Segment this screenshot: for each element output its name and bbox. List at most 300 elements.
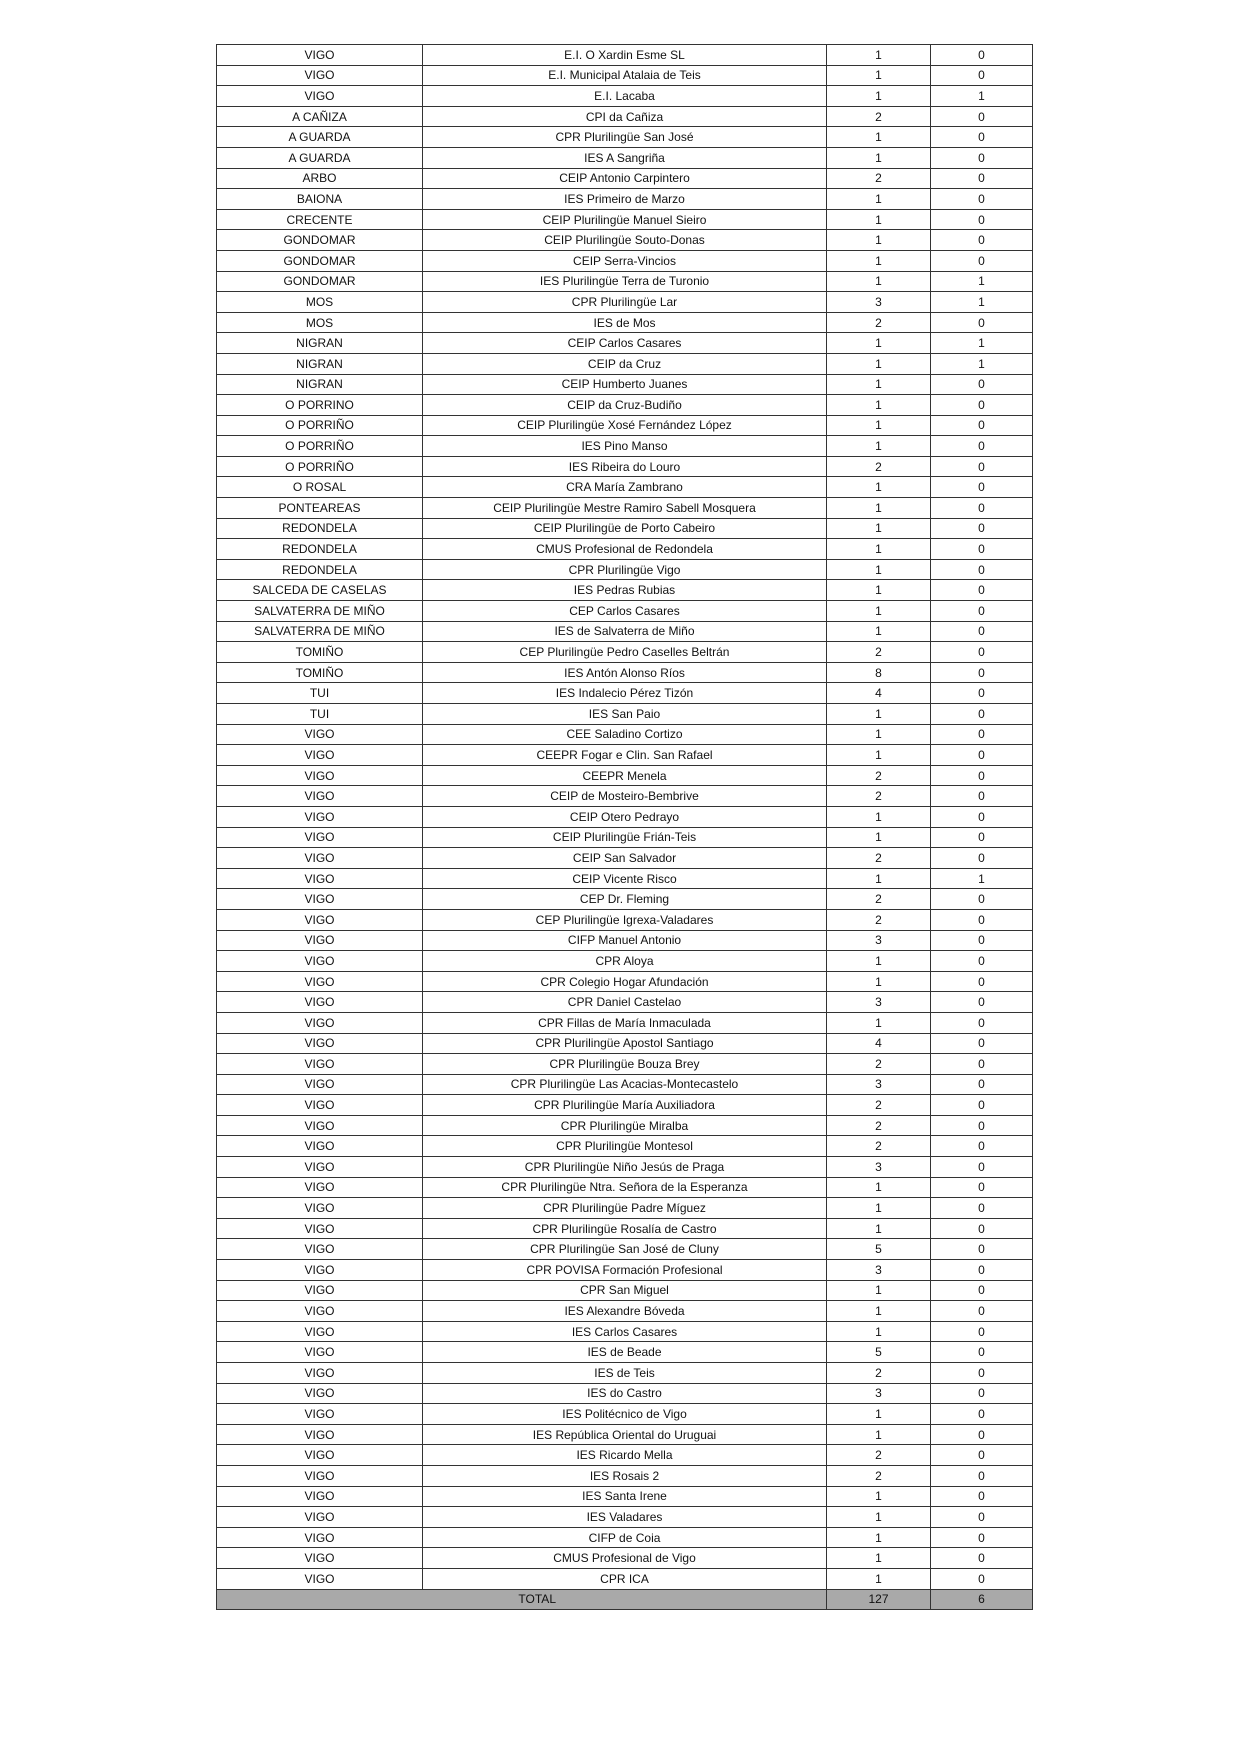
cell-center: IES de Mos [423, 312, 827, 333]
table-row [217, 683, 1033, 704]
cell-v1: 4 [827, 683, 931, 704]
cell-municipality: VIGO [217, 765, 423, 786]
cell-v1: 1 [827, 704, 931, 725]
cell-center: CPR Plurilingüe Niño Jesús de Praga [423, 1157, 827, 1178]
cell-center: CPR ICA [423, 1568, 827, 1589]
cell-municipality: VIGO [217, 1095, 423, 1116]
table-row [217, 1218, 1033, 1239]
table-row [217, 1301, 1033, 1322]
cell-v2: 0 [931, 1136, 1033, 1157]
cell-v2: 0 [931, 436, 1033, 457]
cell-v1: 1 [827, 518, 931, 539]
cell-v2: 0 [931, 1115, 1033, 1136]
cell-v1: 2 [827, 848, 931, 869]
cell-v1: 2 [827, 909, 931, 930]
cell-municipality: VIGO [217, 1527, 423, 1548]
cell-center: IES de Salvaterra de Miño [423, 621, 827, 642]
cell-center: CEIP Antonio Carpintero [423, 168, 827, 189]
total-label: TOTAL [217, 1589, 827, 1609]
cell-municipality: O PORRINO [217, 395, 423, 416]
cell-municipality: VIGO [217, 1507, 423, 1528]
cell-center: CEEPR Menela [423, 765, 827, 786]
cell-center: IES do Castro [423, 1383, 827, 1404]
cell-municipality: REDONDELA [217, 518, 423, 539]
cell-center: IES Indalecio Pérez Tizón [423, 683, 827, 704]
cell-center: CPR Plurilingüe Apostol Santiago [423, 1033, 827, 1054]
table-row [217, 621, 1033, 642]
cell-v1: 1 [827, 806, 931, 827]
cell-v1: 1 [827, 1012, 931, 1033]
table-row [217, 127, 1033, 148]
cell-v2: 0 [931, 518, 1033, 539]
table-row [217, 951, 1033, 972]
total-value-2: 6 [931, 1589, 1033, 1609]
cell-v1: 1 [827, 127, 931, 148]
cell-v1: 1 [827, 1424, 931, 1445]
cell-municipality: A GUARDA [217, 147, 423, 168]
cell-v2: 0 [931, 415, 1033, 436]
cell-municipality: VIGO [217, 724, 423, 745]
cell-v2: 0 [931, 539, 1033, 560]
cell-v2: 0 [931, 1548, 1033, 1569]
cell-v1: 2 [827, 642, 931, 663]
cell-center: CMUS Profesional de Vigo [423, 1548, 827, 1569]
table-row [217, 1260, 1033, 1281]
table-body [217, 45, 1033, 1590]
cell-center: CEIP Serra-Vincios [423, 250, 827, 271]
cell-v2: 0 [931, 1404, 1033, 1425]
cell-center: CEIP Plurilingüe Manuel Sieiro [423, 209, 827, 230]
table-row [217, 1527, 1033, 1548]
cell-v2: 0 [931, 971, 1033, 992]
table-row [217, 580, 1033, 601]
cell-municipality: VIGO [217, 745, 423, 766]
table-row [217, 642, 1033, 663]
cell-municipality: VIGO [217, 1404, 423, 1425]
table-row [217, 930, 1033, 951]
cell-v2: 1 [931, 868, 1033, 889]
cell-v2: 0 [931, 683, 1033, 704]
cell-v2: 0 [931, 621, 1033, 642]
cell-center: CPR Plurilingüe Rosalía de Castro [423, 1218, 827, 1239]
cell-center: IES Pedras Rubias [423, 580, 827, 601]
table-row [217, 765, 1033, 786]
cell-center: CPR Colegio Hogar Afundación [423, 971, 827, 992]
cell-v1: 1 [827, 436, 931, 457]
cell-v2: 0 [931, 992, 1033, 1013]
cell-municipality: VIGO [217, 1074, 423, 1095]
cell-municipality: O PORRIÑO [217, 456, 423, 477]
table-row [217, 230, 1033, 251]
cell-municipality: SALVATERRA DE MIÑO [217, 621, 423, 642]
cell-municipality: VIGO [217, 1568, 423, 1589]
cell-v1: 1 [827, 971, 931, 992]
table-row [217, 992, 1033, 1013]
table-row [217, 1507, 1033, 1528]
cell-v2: 0 [931, 477, 1033, 498]
cell-center: CPR Plurilingüe Ntra. Señora de la Esperanza [423, 1177, 827, 1198]
cell-municipality: VIGO [217, 1115, 423, 1136]
table-row [217, 1486, 1033, 1507]
cell-v2: 0 [931, 147, 1033, 168]
table-row [217, 477, 1033, 498]
cell-municipality: NIGRAN [217, 333, 423, 354]
cell-municipality: VIGO [217, 827, 423, 848]
cell-v2: 0 [931, 1218, 1033, 1239]
cell-municipality: GONDOMAR [217, 230, 423, 251]
cell-center: CIFP Manuel Antonio [423, 930, 827, 951]
cell-v1: 1 [827, 353, 931, 374]
cell-municipality: VIGO [217, 1486, 423, 1507]
cell-center: CPR Plurilingüe Bouza Brey [423, 1054, 827, 1075]
cell-v1: 1 [827, 45, 931, 66]
cell-v2: 0 [931, 65, 1033, 86]
cell-municipality: MOS [217, 312, 423, 333]
cell-municipality: VIGO [217, 1239, 423, 1260]
cell-v2: 0 [931, 1177, 1033, 1198]
cell-municipality: VIGO [217, 868, 423, 889]
cell-center: CEP Plurilingüe Pedro Caselles Beltrán [423, 642, 827, 663]
centers-table [216, 44, 1033, 1610]
cell-municipality: O PORRIÑO [217, 436, 423, 457]
cell-center: CRA María Zambrano [423, 477, 827, 498]
cell-municipality: VIGO [217, 992, 423, 1013]
table-row [217, 1465, 1033, 1486]
cell-v1: 1 [827, 601, 931, 622]
cell-municipality: MOS [217, 292, 423, 313]
table-row [217, 1033, 1033, 1054]
table-row [217, 1136, 1033, 1157]
cell-center: CPR Plurilingüe San José [423, 127, 827, 148]
table-row [217, 1383, 1033, 1404]
cell-v2: 0 [931, 456, 1033, 477]
cell-v2: 0 [931, 1342, 1033, 1363]
cell-v1: 1 [827, 1507, 931, 1528]
cell-v2: 0 [931, 230, 1033, 251]
cell-municipality: VIGO [217, 1363, 423, 1384]
table-row [217, 518, 1033, 539]
table-row [217, 271, 1033, 292]
cell-v1: 1 [827, 1177, 931, 1198]
table-row [217, 1424, 1033, 1445]
cell-v2: 0 [931, 1568, 1033, 1589]
cell-v1: 1 [827, 1280, 931, 1301]
table-row [217, 456, 1033, 477]
cell-center: E.I. O Xardin Esme SL [423, 45, 827, 66]
table-row [217, 1198, 1033, 1219]
table-row [217, 1157, 1033, 1178]
table-row [217, 1363, 1033, 1384]
table-row [217, 86, 1033, 107]
cell-v2: 0 [931, 374, 1033, 395]
cell-v1: 1 [827, 1404, 931, 1425]
table-row [217, 1404, 1033, 1425]
cell-v2: 0 [931, 1095, 1033, 1116]
table-row [217, 1548, 1033, 1569]
cell-municipality: VIGO [217, 86, 423, 107]
table-row [217, 909, 1033, 930]
cell-v1: 1 [827, 559, 931, 580]
cell-v2: 0 [931, 1157, 1033, 1178]
table-row [217, 786, 1033, 807]
total-value-1: 127 [827, 1589, 931, 1609]
cell-v1: 1 [827, 745, 931, 766]
table-row [217, 889, 1033, 910]
table-row [217, 704, 1033, 725]
cell-municipality: VIGO [217, 1198, 423, 1219]
cell-center: IES Alexandre Bóveda [423, 1301, 827, 1322]
cell-v1: 2 [827, 312, 931, 333]
cell-center: CEIP da Cruz [423, 353, 827, 374]
cell-municipality: VIGO [217, 971, 423, 992]
cell-v2: 0 [931, 395, 1033, 416]
cell-v2: 0 [931, 312, 1033, 333]
cell-v2: 0 [931, 1383, 1033, 1404]
cell-v2: 0 [931, 745, 1033, 766]
cell-municipality: VIGO [217, 1445, 423, 1466]
cell-v1: 1 [827, 539, 931, 560]
cell-v2: 0 [931, 106, 1033, 127]
table-row [217, 1115, 1033, 1136]
cell-v2: 0 [931, 1012, 1033, 1033]
table-row [217, 292, 1033, 313]
table-row [217, 353, 1033, 374]
cell-center: IES de Teis [423, 1363, 827, 1384]
cell-v1: 3 [827, 1074, 931, 1095]
cell-v2: 0 [931, 250, 1033, 271]
cell-v1: 1 [827, 395, 931, 416]
cell-municipality: VIGO [217, 1218, 423, 1239]
cell-v1: 2 [827, 786, 931, 807]
cell-center: CEP Carlos Casares [423, 601, 827, 622]
cell-v2: 0 [931, 1424, 1033, 1445]
table-row [217, 848, 1033, 869]
table-row [217, 106, 1033, 127]
table-row [217, 827, 1033, 848]
cell-v2: 0 [931, 662, 1033, 683]
table-row [217, 1280, 1033, 1301]
cell-center: CEIP San Salvador [423, 848, 827, 869]
table-row [217, 662, 1033, 683]
cell-v1: 2 [827, 765, 931, 786]
cell-v2: 0 [931, 909, 1033, 930]
cell-center: CEIP Carlos Casares [423, 333, 827, 354]
table-row [217, 724, 1033, 745]
cell-v1: 1 [827, 1527, 931, 1548]
cell-v2: 0 [931, 1198, 1033, 1219]
cell-v1: 1 [827, 621, 931, 642]
cell-municipality: SALCEDA DE CASELAS [217, 580, 423, 601]
cell-center: IES Valadares [423, 1507, 827, 1528]
cell-center: CEIP Plurilingüe de Porto Cabeiro [423, 518, 827, 539]
cell-municipality: VIGO [217, 786, 423, 807]
table-row [217, 45, 1033, 66]
table-row [217, 147, 1033, 168]
cell-municipality: A GUARDA [217, 127, 423, 148]
table-row [217, 1074, 1033, 1095]
cell-v1: 3 [827, 1260, 931, 1281]
cell-v1: 1 [827, 271, 931, 292]
cell-municipality: VIGO [217, 65, 423, 86]
cell-municipality: VIGO [217, 1033, 423, 1054]
cell-v1: 2 [827, 1095, 931, 1116]
cell-municipality: NIGRAN [217, 353, 423, 374]
cell-municipality: O PORRIÑO [217, 415, 423, 436]
cell-v1: 3 [827, 1383, 931, 1404]
cell-center: IES Primeiro de Marzo [423, 189, 827, 210]
cell-center: CPI da Cañiza [423, 106, 827, 127]
cell-v1: 1 [827, 1548, 931, 1569]
table-row [217, 189, 1033, 210]
cell-center: CEEPR Fogar e Clin. San Rafael [423, 745, 827, 766]
cell-municipality: VIGO [217, 1157, 423, 1178]
cell-municipality: VIGO [217, 45, 423, 66]
cell-center: IES de Beade [423, 1342, 827, 1363]
cell-center: CEIP Humberto Juanes [423, 374, 827, 395]
table-row [217, 415, 1033, 436]
table-row [217, 971, 1033, 992]
cell-center: CPR Plurilingüe San José de Cluny [423, 1239, 827, 1260]
cell-center: CEIP Plurilingüe Xosé Fernández López [423, 415, 827, 436]
cell-v2: 0 [931, 889, 1033, 910]
cell-municipality: VIGO [217, 1424, 423, 1445]
cell-municipality: VIGO [217, 1012, 423, 1033]
cell-v2: 0 [931, 1280, 1033, 1301]
cell-v2: 0 [931, 601, 1033, 622]
cell-v1: 2 [827, 106, 931, 127]
cell-municipality: VIGO [217, 1465, 423, 1486]
cell-v2: 0 [931, 806, 1033, 827]
cell-v2: 0 [931, 168, 1033, 189]
table-row [217, 868, 1033, 889]
cell-v2: 1 [931, 353, 1033, 374]
cell-v1: 2 [827, 1136, 931, 1157]
cell-center: CEIP Otero Pedrayo [423, 806, 827, 827]
cell-v2: 0 [931, 704, 1033, 725]
cell-municipality: TUI [217, 704, 423, 725]
cell-center: IES Rosais 2 [423, 1465, 827, 1486]
table-row [217, 250, 1033, 271]
cell-v2: 0 [931, 559, 1033, 580]
cell-v1: 1 [827, 951, 931, 972]
cell-municipality: VIGO [217, 1260, 423, 1281]
cell-v1: 3 [827, 992, 931, 1013]
cell-municipality: NIGRAN [217, 374, 423, 395]
cell-v1: 2 [827, 1465, 931, 1486]
cell-center: CEIP Plurilingüe Mestre Ramiro Sabell Mosquera [423, 498, 827, 519]
cell-v2: 1 [931, 333, 1033, 354]
table-row [217, 1568, 1033, 1589]
cell-municipality: VIGO [217, 889, 423, 910]
cell-center: CEIP de Mosteiro-Bembrive [423, 786, 827, 807]
table-row [217, 539, 1033, 560]
cell-v2: 0 [931, 498, 1033, 519]
table-row [217, 1239, 1033, 1260]
cell-v2: 0 [931, 1486, 1033, 1507]
cell-municipality: VIGO [217, 1054, 423, 1075]
cell-center: CPR San Miguel [423, 1280, 827, 1301]
cell-v2: 0 [931, 45, 1033, 66]
table-row [217, 498, 1033, 519]
cell-v2: 0 [931, 1054, 1033, 1075]
cell-municipality: VIGO [217, 951, 423, 972]
cell-municipality: BAIONA [217, 189, 423, 210]
cell-center: IES Pino Manso [423, 436, 827, 457]
table-row [217, 209, 1033, 230]
table-row [217, 395, 1033, 416]
cell-v1: 1 [827, 189, 931, 210]
cell-center: IES Ribeira do Louro [423, 456, 827, 477]
table-row [217, 333, 1033, 354]
cell-v1: 1 [827, 498, 931, 519]
cell-municipality: TUI [217, 683, 423, 704]
cell-center: CPR Plurilingüe Miralba [423, 1115, 827, 1136]
table-row [217, 559, 1033, 580]
table-row [217, 745, 1033, 766]
cell-v1: 1 [827, 1486, 931, 1507]
cell-municipality: ARBO [217, 168, 423, 189]
cell-v2: 0 [931, 1260, 1033, 1281]
cell-v1: 1 [827, 1568, 931, 1589]
cell-center: CMUS Profesional de Redondela [423, 539, 827, 560]
cell-v2: 0 [931, 724, 1033, 745]
cell-center: CEP Dr. Fleming [423, 889, 827, 910]
cell-v2: 0 [931, 1321, 1033, 1342]
cell-center: CEIP Plurilingüe Souto-Donas [423, 230, 827, 251]
cell-v2: 0 [931, 1507, 1033, 1528]
cell-center: IES San Paio [423, 704, 827, 725]
cell-municipality: VIGO [217, 1342, 423, 1363]
cell-v1: 1 [827, 230, 931, 251]
cell-v1: 1 [827, 1301, 931, 1322]
cell-municipality: VIGO [217, 909, 423, 930]
cell-center: CPR POVISA Formación Profesional [423, 1260, 827, 1281]
table-row [217, 601, 1033, 622]
cell-municipality: REDONDELA [217, 539, 423, 560]
table-row [217, 1342, 1033, 1363]
table-row [217, 1445, 1033, 1466]
table-row [217, 806, 1033, 827]
cell-v2: 0 [931, 1074, 1033, 1095]
cell-v2: 0 [931, 827, 1033, 848]
cell-center: E.I. Municipal Atalaia de Teis [423, 65, 827, 86]
cell-center: CIFP de Coia [423, 1527, 827, 1548]
cell-center: CEIP Vicente Risco [423, 868, 827, 889]
table-row [217, 436, 1033, 457]
cell-center: CPR Plurilingüe Lar [423, 292, 827, 313]
table-row [217, 374, 1033, 395]
cell-v1: 1 [827, 209, 931, 230]
table-row [217, 168, 1033, 189]
cell-v2: 0 [931, 580, 1033, 601]
cell-v1: 2 [827, 1115, 931, 1136]
cell-v1: 2 [827, 1445, 931, 1466]
cell-v1: 1 [827, 65, 931, 86]
table-row [217, 1012, 1033, 1033]
cell-v1: 1 [827, 477, 931, 498]
cell-v2: 0 [931, 1465, 1033, 1486]
cell-v1: 1 [827, 868, 931, 889]
cell-v2: 0 [931, 1033, 1033, 1054]
cell-center: CPR Plurilingüe Padre Míguez [423, 1198, 827, 1219]
cell-center: IES Politécnico de Vigo [423, 1404, 827, 1425]
cell-v2: 0 [931, 848, 1033, 869]
cell-v1: 8 [827, 662, 931, 683]
cell-v1: 1 [827, 374, 931, 395]
cell-center: IES República Oriental do Uruguai [423, 1424, 827, 1445]
cell-municipality: REDONDELA [217, 559, 423, 580]
cell-v1: 5 [827, 1342, 931, 1363]
